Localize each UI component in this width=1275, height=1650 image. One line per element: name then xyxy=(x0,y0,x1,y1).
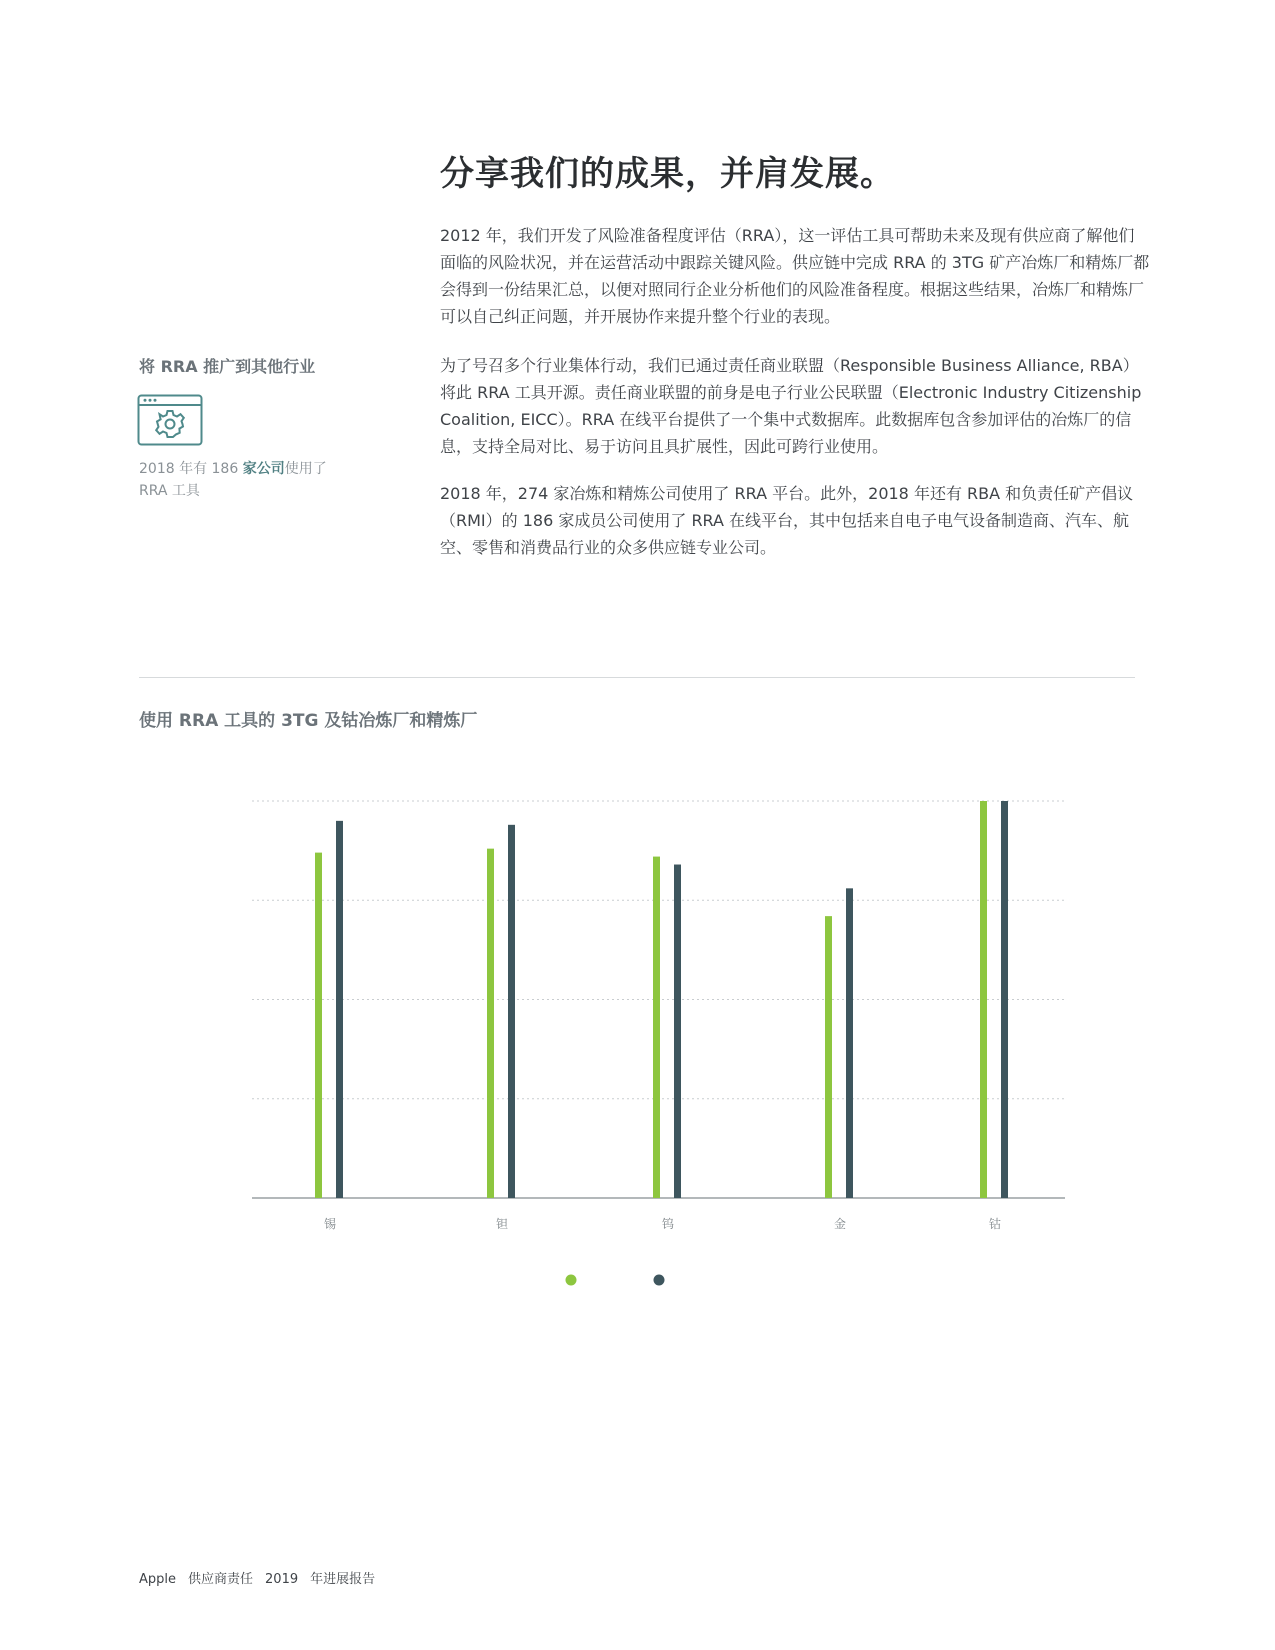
browser-gear-icon xyxy=(137,394,203,446)
bar-2017-1 xyxy=(487,849,494,1198)
category-label: 钨 xyxy=(661,1217,675,1231)
legend-marker-2018 xyxy=(654,1275,665,1286)
category-label: 金 xyxy=(833,1217,847,1231)
caption-accent: 家公司 xyxy=(242,461,285,477)
bar-2018-0 xyxy=(336,821,343,1198)
paragraph-text: 2018 年，274 家冶炼和精炼公司使用了 RRA 平台。此外，2018 年还有 RBA 和负责任矿产倡议（RMI）的 186 家成员公司使用了 RRA 在线平台，其中包括来自电子电气设备制造商、汽车、航空、零售和消费品行业的众多供应链专业公司。 xyxy=(440,484,1134,557)
paragraph-text: 为了号召多个行业集体行动，我们已通过责任商业联盟（Responsible Business Alliance, RBA）将此 RRA 工具开源。责任商业联盟的前身是电子行业公民联盟（Electronic Industry Citizenship Coalition, EICC）。RRA 在线平台提供了一个集中式数据库。此数据库包含参加评估的冶炼厂的信息，支持全局对比、易于访问且具扩展性，因此可跨行业使用。 xyxy=(440,356,1142,456)
bar-2018-3 xyxy=(846,888,853,1198)
category-label: 钴 xyxy=(988,1217,1002,1231)
bar-2017-0 xyxy=(315,853,322,1198)
sidebar-heading: 将 RRA 推广到其他行业 xyxy=(139,357,316,376)
body-paragraph-1 xyxy=(440,222,1150,330)
body-paragraph-2 xyxy=(440,352,1150,460)
bar-2018-2 xyxy=(674,865,681,1198)
page-title: 分享我们的成果，并肩发展。 xyxy=(440,154,895,194)
bar-2017-2 xyxy=(653,857,660,1198)
legend-marker-2017 xyxy=(566,1275,577,1286)
footer-suffix: 年进展报告 xyxy=(310,1572,376,1587)
footer-company: Apple xyxy=(139,1572,177,1587)
sidebar-caption xyxy=(139,458,359,502)
paragraph-text: 2012 年，我们开发了风险准备程度评估（RRA），这一评估工具可帮助未来及现有供应商了解他们面临的风险状况，并在运营活动中跟踪关键风险。供应链中完成 RRA 的 3TG 矿产冶炼厂和精炼厂都会得到一份结果汇总，以便对照同行企业分析他们的风险准备程度。根据这些结果，冶炼厂和精炼厂可以自己纠正问题，并开展协作来提升整个行业的表现。 xyxy=(440,226,1150,326)
page-footer xyxy=(139,1568,387,1587)
footer-report: 供应商责任 xyxy=(188,1572,254,1587)
body-paragraph-3 xyxy=(440,480,1150,561)
bar-2018-1 xyxy=(508,825,515,1198)
chart-title: 使用 RRA 工具的 3TG 及钴冶炼厂和精炼厂 xyxy=(139,711,478,731)
bar-2018-4 xyxy=(1001,801,1008,1198)
footer-year: 2019 xyxy=(265,1572,299,1587)
bar-2017-3 xyxy=(825,916,832,1198)
category-label: 钽 xyxy=(495,1217,509,1231)
bar-2017-4 xyxy=(980,801,987,1198)
caption-prefix: 2018 年有 186 xyxy=(139,461,243,477)
caption-suffix: 使用了 RRA 工具 xyxy=(139,461,327,499)
section-divider xyxy=(139,677,1135,678)
category-label: 锡 xyxy=(323,1217,337,1231)
